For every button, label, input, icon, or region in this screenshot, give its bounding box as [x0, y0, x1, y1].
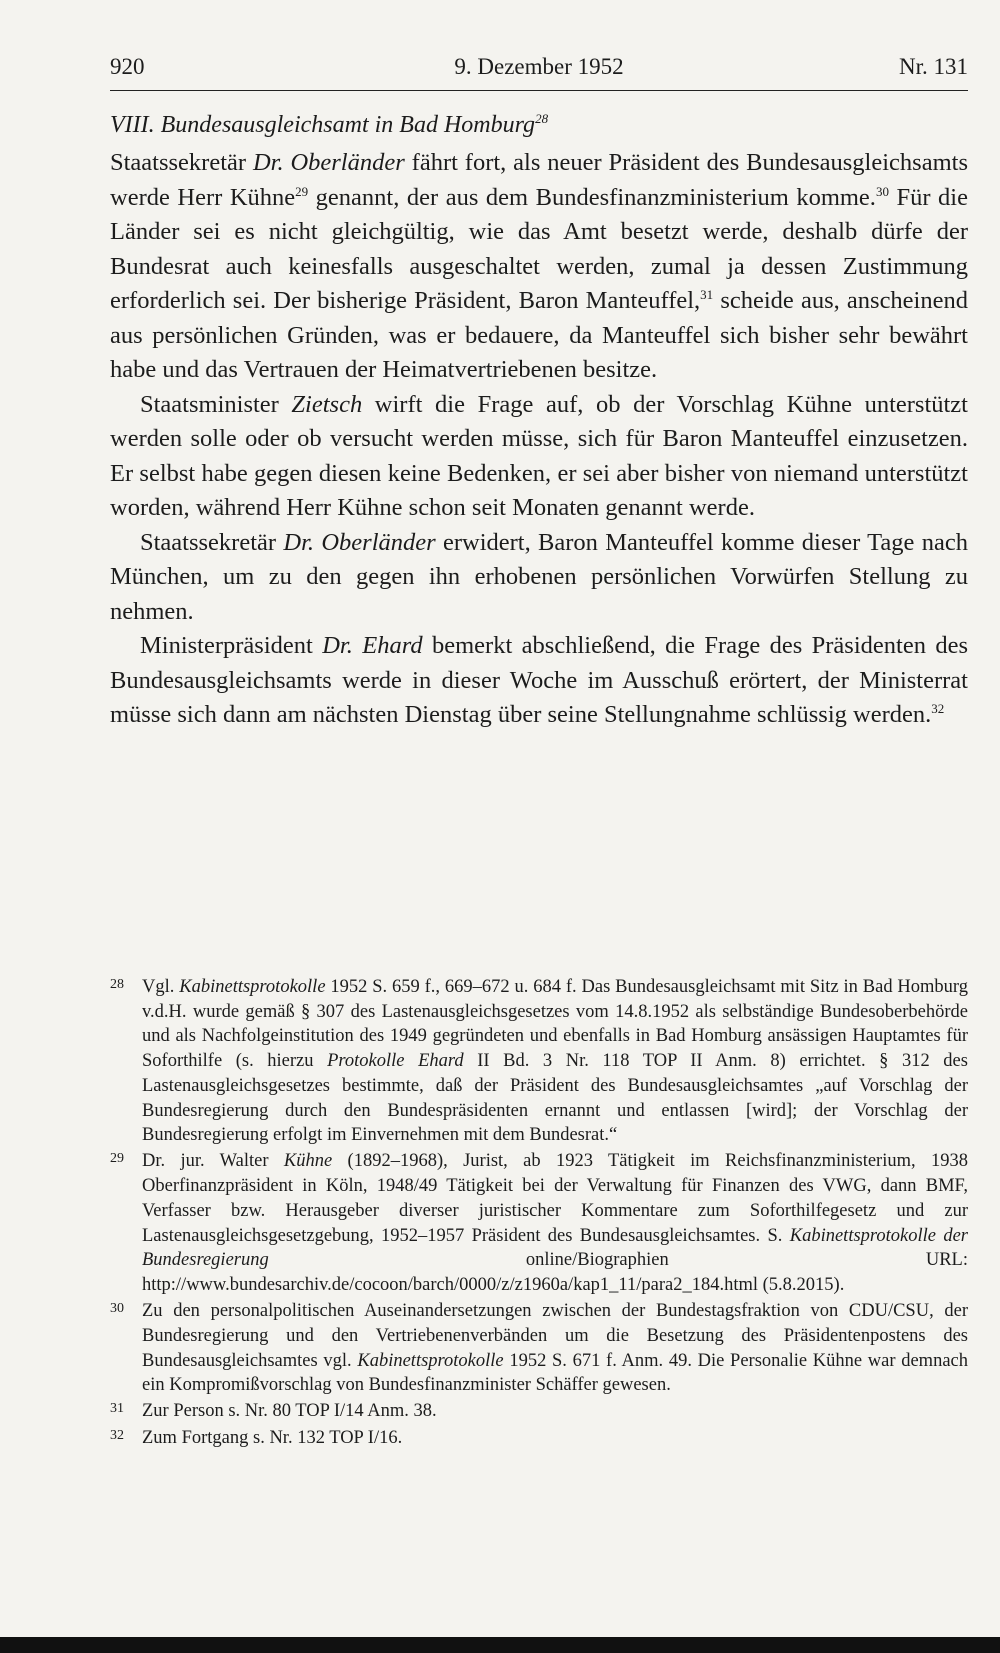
header-date: 9. Dezember 1952	[454, 54, 624, 79]
paragraph-4	[110, 629, 968, 733]
speaker-name: Dr. Oberländer	[252, 149, 405, 176]
person-name: Kühne	[283, 1151, 333, 1172]
footnote-32	[110, 1426, 968, 1451]
text-run: fährt fort, als neuer Präsident des Bundesausgleichsamts werde Herr Kühne	[110, 149, 968, 211]
text-run: Für die Länder sei es nicht gleichgültig, wie das Amt besetzt werde, deshalb dürfe der Bundesrat auch keinesfalls ausgeschaltet werden, zumal ja dessen Zustimmung erforderlich sei. Der bisherige Präsident, Baron Manteuffel,	[110, 183, 968, 314]
section-heading	[110, 109, 968, 142]
text-run: Vgl.	[142, 977, 180, 997]
footnote-number: 31	[110, 1401, 124, 1417]
text-run: bemerkt abschließend, die Frage des Präsidenten des Bundesausgleichsamts werde in dieser Woche im Ausschuß erörtert, der Ministerrat müsse sich dann am nächsten Dienstag über seine Stellungnahme schlüssig werden.	[110, 632, 968, 728]
speaker-name: Dr. Ehard	[322, 632, 423, 659]
text-run: Ministerpräsident	[140, 632, 323, 659]
speaker-name: Dr. Oberländer	[283, 528, 436, 556]
footnote-ref-28[interactable]: 28	[535, 111, 549, 126]
speaker-name: Zietsch	[291, 390, 363, 418]
page-number: 920	[110, 54, 145, 79]
text-run: erwidert, Baron Manteuffel komme dieser Tage nach München, um zu den gegen ihn erhobenen persönlichen Vorwürfen Stellung zu nehmen.	[110, 528, 968, 625]
footnote-29	[110, 1149, 968, 1297]
source-title: Kabinettsprotokolle	[357, 1350, 504, 1371]
footnote-number: 28	[110, 977, 124, 992]
header-issue-number: Nr. 131	[899, 54, 968, 79]
footnote-30	[110, 1299, 968, 1398]
text-run: Dr. jur. Walter	[142, 1151, 284, 1172]
paragraph-2	[110, 388, 968, 526]
text-run: Staatssekretär	[140, 528, 284, 556]
footnote-number: 32	[110, 1427, 124, 1443]
page	[110, 50, 968, 733]
footnote-31	[110, 1399, 968, 1424]
scan-bottom-edge	[0, 1637, 1000, 1653]
section-heading-text: VIII. Bundesausgleichsamt in Bad Homburg	[110, 112, 536, 138]
text-run: Zur Person s. Nr. 80 TOP I/14 Anm. 38.	[142, 1401, 437, 1422]
paragraph-1	[110, 146, 968, 388]
text-run: wirft die Frage auf, ob der Vorschlag Kühne unterstützt werden solle oder ob versucht werden müsse, sich für Baron Manteuffel einzusetzen. Er selbst habe gegen diesen keine Bedenken, er sei aber bisher von niemand unterstützt worden, während Herr Kühne schon seit Monaten genannt werde.	[110, 390, 968, 521]
text-run: 1952 S. 659 f., 669–672 u. 684 f. Das Bundesausgleichsamt mit Sitz in Bad Homburg v.d.H. wurde gemäß § 307 des Lastenausgleichsgesetzes vom 14.8.1952 als selbständige Bundesoberbehörde und als Nachfolgeinstitution des 1949 gegründeten und ebenfalls in Bad Homburg ansässigen Hauptamtes für Soforthilfe (s. hierzu	[142, 977, 969, 1072]
footnote-ref-31[interactable]: 31	[700, 287, 714, 302]
paragraph-3	[110, 526, 968, 630]
text-run: scheide aus, anscheinend aus persönlichen Gründen, was er bedauere, da Manteuffel sich bisher sehr bewährt habe und das Vertrauen der Heimatvertriebenen besitze.	[110, 287, 968, 383]
text-run: genannt, der aus dem Bundesfinanzministerium komme.	[308, 183, 876, 211]
text-run: II Bd. 3 Nr. 118 TOP II Anm. 8) errichtet. § 312 des Lastenausgleichsgesetzes bestimmte, daß der Präsident des Bundesausgleichsamtes „auf Vorschlag der Bundesregierung durch den Bundespräsidenten ernannt und entlassen [wird]; der Vorschlag der Bundesregierung erfolgt im Einvernehmen mit dem Bundesrat.“	[142, 1051, 968, 1146]
text-run: Staatsminister	[140, 390, 292, 418]
footnote-number: 30	[110, 1301, 124, 1317]
footnote-ref-32[interactable]: 32	[931, 701, 945, 716]
text-run: (1892–1968), Jurist, ab 1923 Tätigkeit im Reichsfinanzministerium, 1938 Oberfinanzpräsident in Köln, 1948/49 Tätigkeit bei der Verwaltung für Finanzen des VWG, dann BMF, Verfasser bzw. Herausgeber diverser juristischer Kommentare zum Soforthilfegesetz und zur Lastenausgleichsgesetzgebung, 1952–1957 Präsident des Bundesausgleichsamtes. S.	[142, 1151, 968, 1246]
source-title: Kabinettsprotokolle	[179, 977, 326, 997]
footnotes	[110, 975, 968, 1452]
source-title: Protokolle Ehard	[327, 1051, 464, 1072]
footnote-28	[110, 975, 968, 1148]
footnote-ref-29[interactable]: 29	[295, 183, 309, 199]
text-run: 1952 S. 671 f. Anm. 49. Die Personalie Kühne war demnach ein Kompromißvorschlag von Bundesfinanzminister Schäffer gewesen.	[142, 1350, 968, 1396]
source-title: Kabinettsprotokolle der Bundesregierung	[142, 1225, 969, 1271]
text-run: Zu den personalpolitischen Auseinandersetzungen zwischen der Bundestagsfraktion von CDU/CSU, der Bundesregierung und den Vertriebenenverbänden um die Besetzung des Präsidentenpostens des Bundesausgleichsamtes vgl.	[142, 1301, 968, 1371]
text-run: online/Biographien URL: http://www.bundesarchiv.de/cocoon/barch/0000/z/z1960a/kap1_11/para2_184.html (5.8.2015).	[142, 1250, 968, 1295]
text-run: Staatssekretär	[110, 149, 253, 176]
footnote-number: 29	[110, 1151, 124, 1167]
text-run: Zum Fortgang s. Nr. 132 TOP I/16.	[142, 1427, 403, 1448]
footnote-ref-30[interactable]: 30	[875, 183, 889, 199]
running-header	[110, 50, 968, 91]
